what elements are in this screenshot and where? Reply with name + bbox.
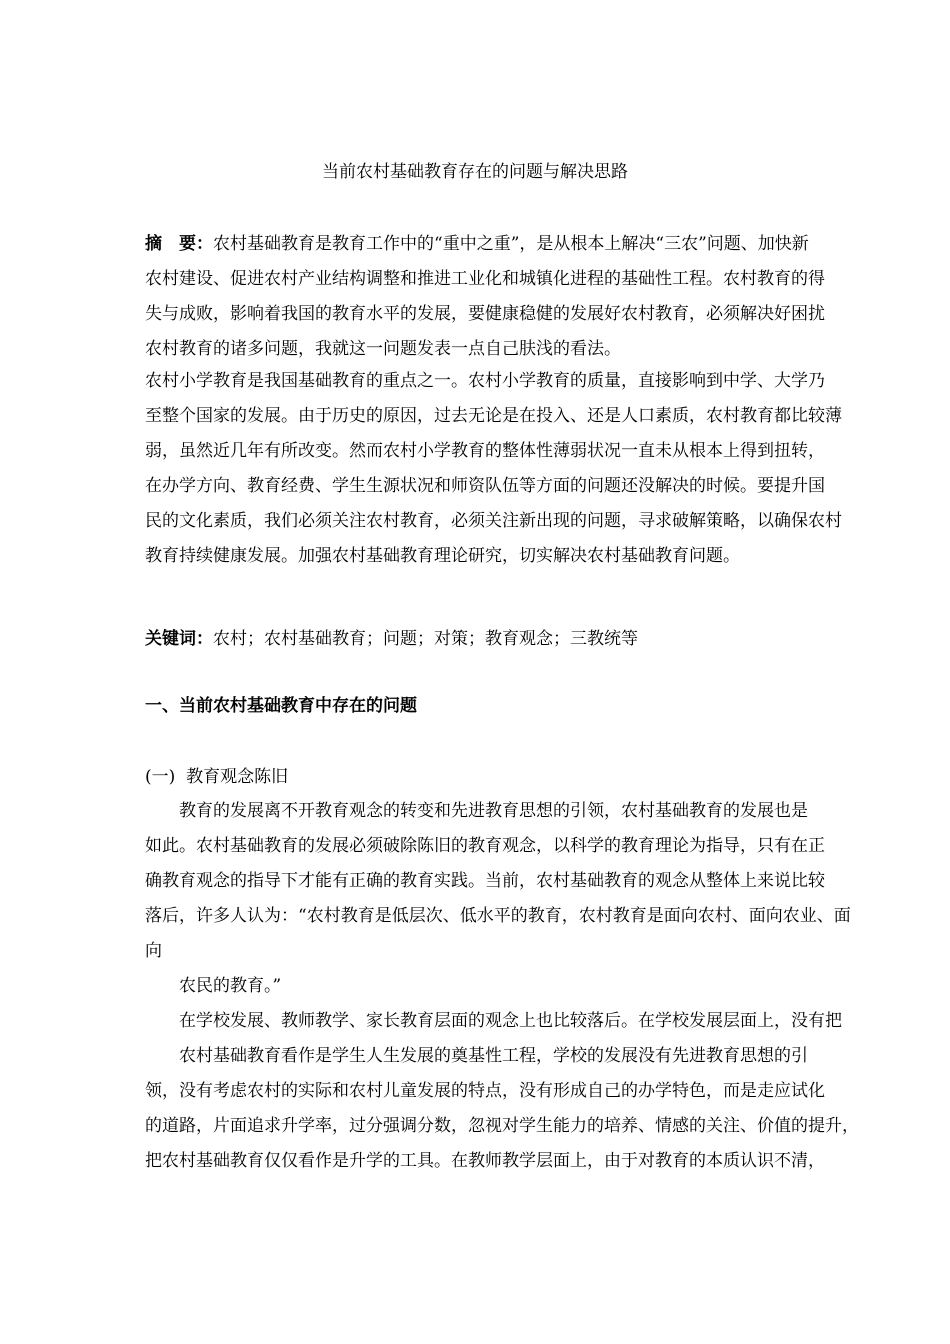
- body-line: 落后，许多人认为：“农村教育是低层次、低水平的教育，农村教育是面向农村、面向农业、面: [145, 906, 851, 926]
- section-heading: 一、当前农村基础教育中存在的问题: [145, 696, 417, 716]
- subsection-marker: (一): [145, 767, 176, 787]
- abstract-paragraph: [145, 227, 825, 367]
- intro-line: 民的文化素质，我们必须关注农村教育，必须关注新出现的问题，寻求破解策略，以确保农村: [145, 511, 842, 531]
- keywords-label: 关键词：: [145, 629, 213, 649]
- subsection-title: 教育观念陈旧: [186, 767, 289, 787]
- body-line: 把农村基础教育仅仅看作是升学的工具。在教师教学层面上，由于对教育的本质认识不清，: [145, 1151, 825, 1171]
- body-line: 在学校发展、教师教学、家长教育层面的观念上也比较落后。在学校发展层面上，没有把: [179, 1011, 842, 1031]
- body-line: 如此。农村基础教育的发展必须破除陈旧的教育观念，以科学的教育理论为指导，只有在正: [145, 836, 825, 856]
- body-line: 确教育观念的指导下才能有正确的教育实践。当前，农村基础教育的观念从整体上来说比较: [145, 871, 825, 891]
- body-line: 领，没有考虑农村的实际和农村儿童发展的特点，没有形成自己的办学特色，而是走应试化: [145, 1081, 825, 1101]
- intro-line: 弱，虽然近几年有所改变。然而农村小学教育的整体性薄弱状况一直未从根本上得到扭转，: [145, 441, 825, 461]
- keywords-line: [145, 622, 805, 657]
- subsection-heading: [145, 760, 805, 795]
- intro-line: 教育持续健康发展。加强农村基础教育理论研究，切实解决农村基础教育问题。: [145, 546, 740, 566]
- abstract-label: 摘 要：: [145, 234, 213, 254]
- body-paragraph: [145, 794, 859, 1179]
- abstract-line: 摘 要：农村基础教育是教育工作中的“重中之重”，是从根本上解决“三农”问题、加快新: [145, 234, 809, 254]
- document-title: 当前农村基础教育存在的问题与解决思路: [322, 162, 628, 182]
- body-line: 向: [145, 941, 162, 961]
- body-line: 农民的教育。”: [179, 976, 282, 996]
- abstract-line: 农村教育的诸多问题，我就这一问题发表一点自己肤浅的看法。: [145, 339, 621, 359]
- body-line: 教育的发展离不开教育观念的转变和先进教育思想的引领，农村基础教育的发展也是: [179, 801, 808, 821]
- intro-line: 在办学方向、教育经费、学生生源状况和师资队伍等方面的问题还没解决的时候。要提升国: [145, 476, 825, 496]
- intro-paragraph: [145, 364, 842, 574]
- body-line: 农村基础教育看作是学生人生发展的奠基性工程，学校的发展没有先进教育思想的引: [179, 1046, 808, 1066]
- keywords-text: 农村；农村基础教育；问题；对策；教育观念；三教统等: [213, 629, 638, 649]
- body-line: 的道路，片面追求升学率，过分强调分数，忽视对学生能力的培养、情感的关注、价值的提升，: [145, 1116, 859, 1136]
- abstract-line: 农村建设、促进农村产业结构调整和推进工业化和城镇化进程的基础性工程。农村教育的得: [145, 269, 825, 289]
- abstract-line: 失与成败，影响着我国的教育水平的发展，要健康稳健的发展好农村教育，必须解决好困扰: [145, 304, 825, 324]
- intro-line: 农村小学教育是我国基础教育的重点之一。农村小学教育的质量，直接影响到中学、大学乃: [145, 371, 825, 391]
- intro-line: 至整个国家的发展。由于历史的原因，过去无论是在投入、还是人口素质，农村教育都比较薄: [145, 406, 842, 426]
